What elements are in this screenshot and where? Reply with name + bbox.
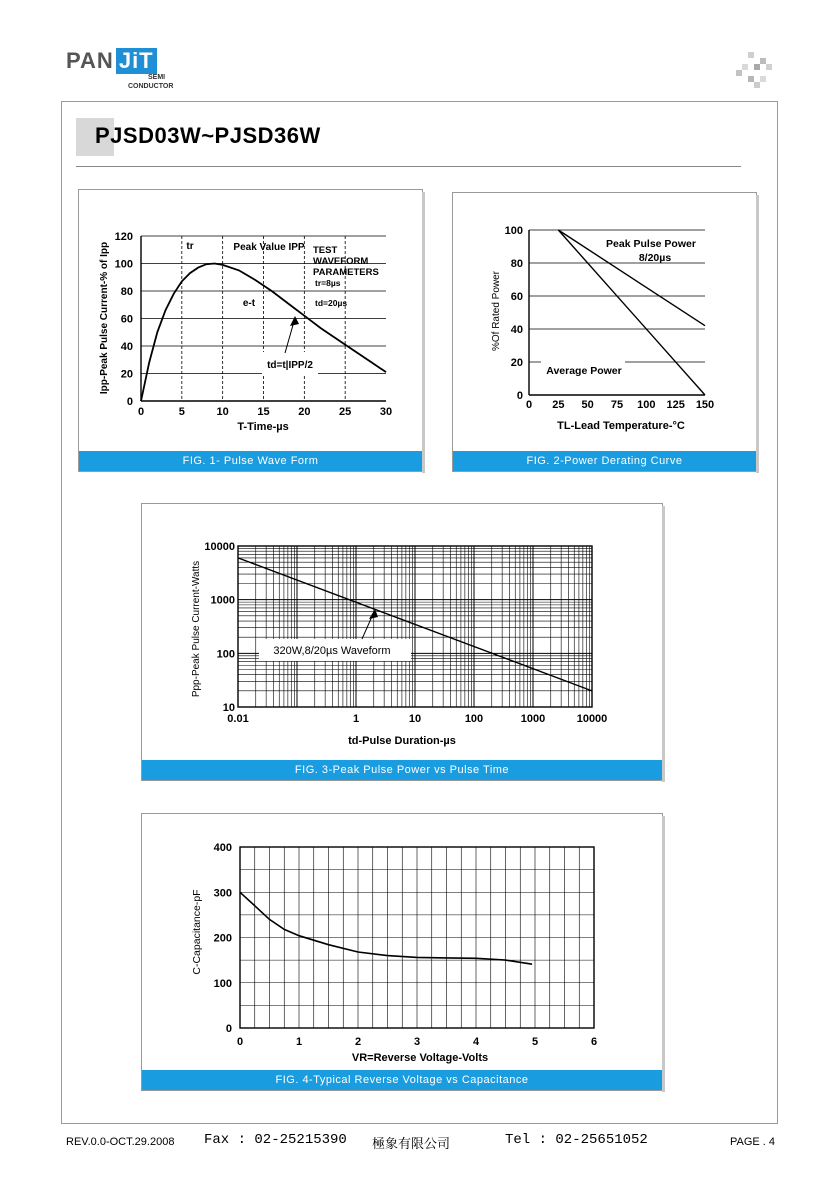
fig2-annotation-peak: Peak Pulse Power: [606, 238, 696, 250]
fig2-x-tick-label: 150: [695, 399, 715, 411]
footer-fax: Fax : 02-25215390: [204, 1132, 347, 1148]
fig2-chart: [453, 193, 756, 451]
logo-wordmark: PAN JiT: [66, 48, 157, 74]
fig1-annotation-test: TEST: [313, 245, 338, 256]
fig1-y-tick-label: 100: [114, 258, 133, 271]
fig4-x-tick-label: 4: [472, 1036, 480, 1048]
fig1-x-tick-label: 30: [379, 406, 393, 418]
fig4-y-tick-label: 400: [213, 842, 232, 854]
footer-tel: Tel : 02-25651052: [505, 1132, 648, 1148]
fig1-caption: FIG. 1- Pulse Wave Form: [79, 451, 422, 471]
fig3-x-tick-label: 1000: [520, 713, 546, 725]
fig1-y-tick-label: 20: [120, 368, 133, 381]
fig4-panel: [141, 813, 663, 1091]
fig4-x-tick-label: 1: [295, 1036, 303, 1048]
decorative-checker-icon: [736, 52, 772, 88]
fig3-y-tick-label: 10: [222, 702, 235, 714]
fig2-x-tick-label: 100: [637, 399, 656, 411]
fig3-y-tick-label: 1000: [210, 594, 235, 607]
fig1-y-tick-label: 0: [126, 396, 133, 408]
fig4-x-tick-label: 0: [236, 1036, 244, 1048]
fig1-annotation-arrowhead: [290, 316, 299, 326]
fig4-y-tick-label: 0: [225, 1023, 232, 1035]
fig3-y-tick-label: 100: [216, 648, 235, 661]
fig2-x-axis-label: TL-Lead Temperature-°C: [557, 420, 685, 432]
fig1-annotation-td: td=t|IPP/2: [267, 360, 313, 371]
fig1-annotation-tr: tr: [186, 241, 194, 252]
company-logo: [66, 44, 186, 94]
logo-conductor: CONDUCTOR: [128, 83, 174, 90]
fig3-annotation-label: 320W,8/20µs Waveform: [273, 645, 391, 657]
fig1-chart: [79, 190, 422, 451]
fig1-x-tick-label: 5: [178, 406, 185, 418]
fig2-x-tick-label: 75: [610, 399, 624, 411]
fig2-caption: FIG. 2-Power Derating Curve: [453, 451, 756, 471]
fig3-x-axis-label: td-Pulse Duration-µs: [348, 735, 456, 747]
fig4-y-tick-label: 300: [213, 887, 232, 900]
fig1-y-tick-label: 120: [114, 231, 133, 243]
fig1-panel: [78, 189, 423, 472]
fig2-y-axis-label: %Of Rated Power: [491, 270, 502, 352]
fig3-x-tick-label: 10: [408, 713, 422, 725]
fig2-y-tick-label: 20: [510, 357, 523, 369]
fig2-y-tick-label: 80: [510, 258, 523, 270]
footer-company: 極象有限公司: [372, 1136, 451, 1151]
fig3-chart: [142, 504, 662, 760]
footer-page-number: PAGE . 4: [730, 1136, 776, 1148]
fig4-y-tick-label: 100: [213, 977, 232, 990]
fig2-x-tick-label: 0: [525, 399, 533, 411]
fig2-annotation-average: Average Power: [546, 365, 622, 377]
fig4-x-tick-label: 3: [413, 1036, 421, 1048]
fig2-y-tick-label: 100: [504, 225, 523, 237]
fig2-annotation-peak-sub: 8/20µs: [638, 252, 672, 264]
logo-jit: JiT: [116, 48, 157, 74]
fig1-annotation-test: WAVEFORM: [313, 256, 369, 267]
fig3-caption: FIG. 3-Peak Pulse Power vs Pulse Time: [142, 760, 662, 780]
fig4-chart: [142, 814, 662, 1070]
fig3-x-tick-label: 100: [464, 713, 484, 725]
fig1-y-tick-label: 40: [120, 341, 133, 353]
fig4-caption: FIG. 4-Typical Reverse Voltage vs Capacitance: [142, 1070, 662, 1090]
fig1-annotation-peak: Peak Value IPP: [233, 242, 305, 253]
fig4-series-line: [240, 892, 532, 964]
logo-semi: SEMI: [148, 74, 166, 81]
fig4-x-axis-label: VR=Reverse Voltage-Volts: [351, 1052, 489, 1064]
fig3-y-axis-label: Ppp-Peak Pulse Current-Watts: [191, 560, 202, 698]
fig1-annotation-test: PARAMETERS: [313, 267, 379, 278]
fig3-x-tick-label: 10000: [576, 713, 608, 725]
fig3-x-tick-label: 0.01: [227, 713, 249, 725]
fig2-y-tick-label: 60: [510, 291, 523, 303]
fig3-y-tick-label: 10000: [204, 541, 235, 553]
fig4-y-axis-label: C-Capacitance-pF: [191, 889, 203, 975]
fig2-x-tick-label: 50: [581, 399, 594, 411]
fig4-x-tick-label: 6: [590, 1036, 598, 1048]
fig1-annotation-td-param: td=20µs: [315, 298, 348, 308]
fig1-y-tick-label: 60: [120, 313, 133, 326]
fig3-x-tick-label: 1: [352, 713, 360, 725]
fig4-x-tick-label: 5: [531, 1036, 539, 1048]
title-divider: [76, 166, 741, 167]
fig3-panel: [141, 503, 663, 781]
fig2-y-tick-label: 0: [516, 390, 523, 402]
fig2-x-tick-label: 25: [552, 399, 565, 411]
fig1-x-tick-label: 25: [339, 406, 352, 418]
fig4-x-tick-label: 2: [354, 1036, 362, 1048]
fig2-x-tick-label: 125: [666, 399, 685, 411]
fig2-panel: [452, 192, 757, 472]
footer-revision: REV.0.0-OCT.29.2008: [66, 1136, 175, 1148]
page-title: PJSD03W~PJSD36W: [95, 123, 321, 148]
fig1-x-axis-label: T-Time-µs: [237, 421, 289, 433]
fig1-y-tick-label: 80: [120, 286, 133, 298]
fig1-x-tick-label: 10: [216, 406, 229, 418]
fig2-y-tick-label: 40: [510, 324, 523, 336]
fig1-annotation-tr-param: tr=8µs: [315, 278, 341, 288]
fig1-y-axis-label: Ipp-Peak Pulse Current-% of Ipp: [99, 241, 110, 395]
fig4-y-tick-label: 200: [213, 932, 232, 945]
fig1-x-tick-label: 0: [137, 406, 145, 418]
fig1-annotation-decay: e-t: [242, 298, 256, 309]
fig1-x-tick-label: 15: [257, 406, 270, 418]
fig1-x-tick-label: 20: [298, 406, 311, 418]
